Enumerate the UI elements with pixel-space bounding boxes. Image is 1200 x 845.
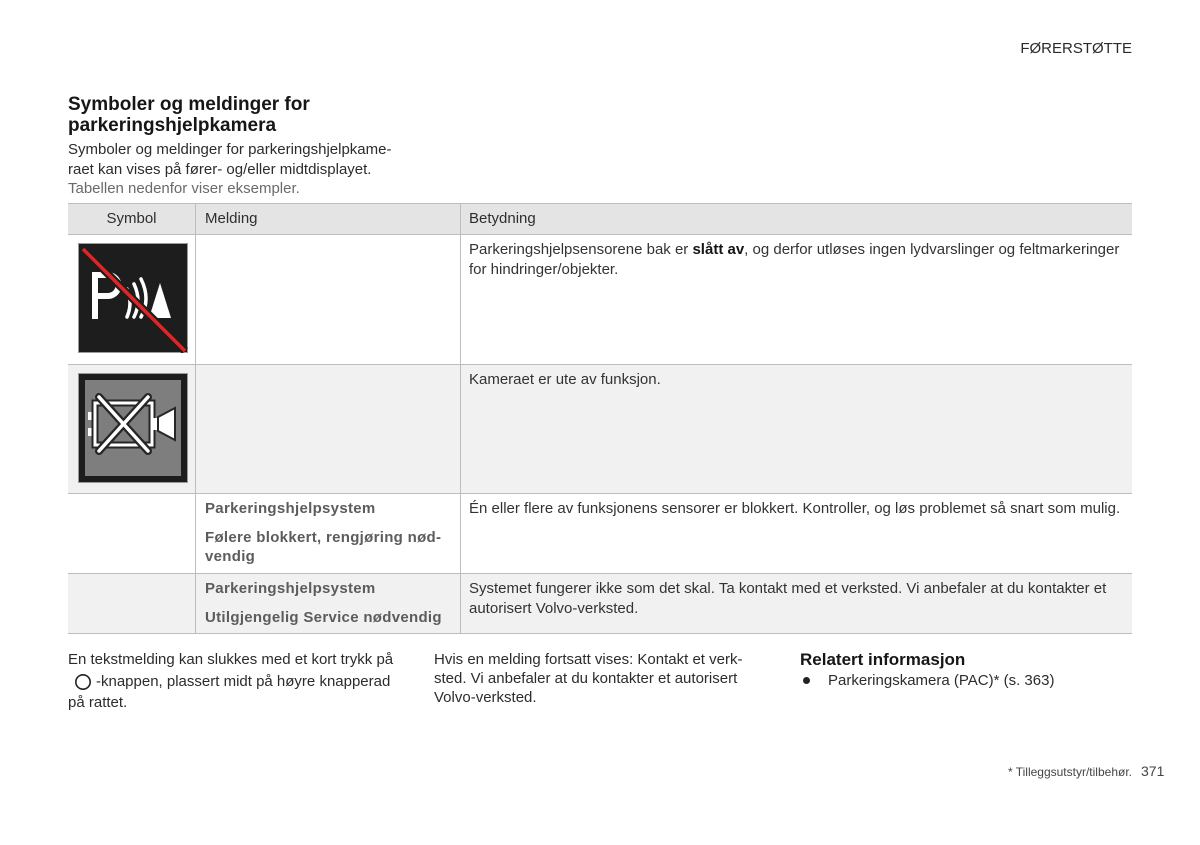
related-heading: Relatert informasjon [800, 650, 966, 669]
meaning-text: Parkeringshjelpsensorene bak er [469, 241, 693, 258]
table-row [68, 235, 1132, 365]
message-cell [196, 235, 461, 364]
meaning-cell [461, 235, 1132, 364]
message-line: vendig [205, 548, 256, 565]
symbol-cell [68, 235, 196, 364]
symbol-cell [68, 365, 196, 493]
note-line [68, 670, 393, 693]
table-row [68, 574, 1132, 634]
meaning-emphasis: slått av [692, 241, 745, 258]
intro-line: Symboler og meldinger for parkeringshjelpkame- [68, 141, 392, 158]
meaning-cell [461, 365, 1132, 493]
column-header-message: Melding [196, 204, 461, 234]
meaning-line: Systemet fungerer ikke som det skal. Ta kontakt med et verksted. Vi anbefaler at du kontakter et [469, 580, 1107, 597]
note-line: sted. Vi anbefaler at du kontakter et autorisert [434, 670, 738, 687]
footnote: * Tilleggsutstyr/tilbehør. [1007, 765, 1132, 779]
related-link[interactable] [800, 671, 1054, 691]
intro-line: raet kan vises på fører- og/eller midtdisplayet. [68, 160, 372, 178]
message-cell [196, 574, 461, 633]
page-title-line: Symboler og meldinger for [68, 94, 310, 115]
page-title-line: parkeringshjelpkamera [68, 115, 277, 136]
intro-text [68, 140, 391, 199]
column-header-meaning: Betydning [469, 210, 536, 227]
message-cell [196, 494, 461, 573]
note-line: Volvo-verksted. [434, 689, 537, 706]
message-system-name: Parkeringshjelpsystem [205, 500, 376, 517]
table-row [68, 365, 1132, 494]
meaning-cell [461, 494, 1132, 573]
parking-sensors-off-icon [78, 243, 188, 353]
meaning-line [469, 240, 1124, 260]
note-line: Hvis en melding fortsatt vises: Kontakt et verk- [434, 651, 743, 668]
meaning-text: , og derfor utløses ingen lydvarslinger og feltmarkeringer [744, 241, 1120, 258]
symbol-cell [68, 494, 196, 573]
related-information [800, 650, 1054, 691]
meaning-line: autorisert Volvo-verksted. [469, 599, 639, 617]
note-text: -knappen, plassert midt på høyre knapperad [96, 673, 391, 690]
symbols-messages-table [68, 203, 1132, 634]
page-number: 371 [1141, 763, 1165, 779]
column-header-symbol: Symbol [68, 204, 196, 234]
camera-fault-icon [78, 373, 188, 483]
meaning-cell [461, 574, 1132, 633]
table-row [68, 494, 1132, 574]
message-line: Følere blokkert, rengjøring nød- [205, 529, 442, 546]
steering-wheel-ok-button-icon [68, 670, 96, 693]
dismiss-message-note [68, 650, 393, 713]
page-title [68, 94, 310, 136]
message-text [205, 608, 452, 627]
section-label: FØRERSTØTTE [1020, 40, 1132, 57]
persistent-message-note [434, 650, 742, 707]
message-line: Utilgjengelig Service nødvendig [205, 609, 442, 626]
bullet-icon [803, 677, 810, 684]
symbol-cell [68, 574, 196, 633]
message-text [205, 528, 452, 566]
message-cell [196, 365, 461, 493]
intro-note: Tabellen nedenfor viser eksempler. [68, 180, 300, 197]
meaning-line: Én eller flere av funksjonens sensorer er blokkert. Kontroller, og løs problemet så snart som mulig. [469, 500, 1121, 517]
table-header-row [68, 204, 1132, 235]
note-line: En tekstmelding kan slukkes med et kort trykk på [68, 651, 394, 668]
meaning-line: Kameraet er ute av funksjon. [469, 371, 661, 388]
meaning-line: for hindringer/objekter. [469, 260, 619, 278]
related-link-label[interactable]: Parkeringskamera (PAC)* (s. 363) [828, 672, 1055, 689]
note-line: på rattet. [68, 694, 128, 711]
message-system-name: Parkeringshjelpsystem [205, 580, 376, 597]
